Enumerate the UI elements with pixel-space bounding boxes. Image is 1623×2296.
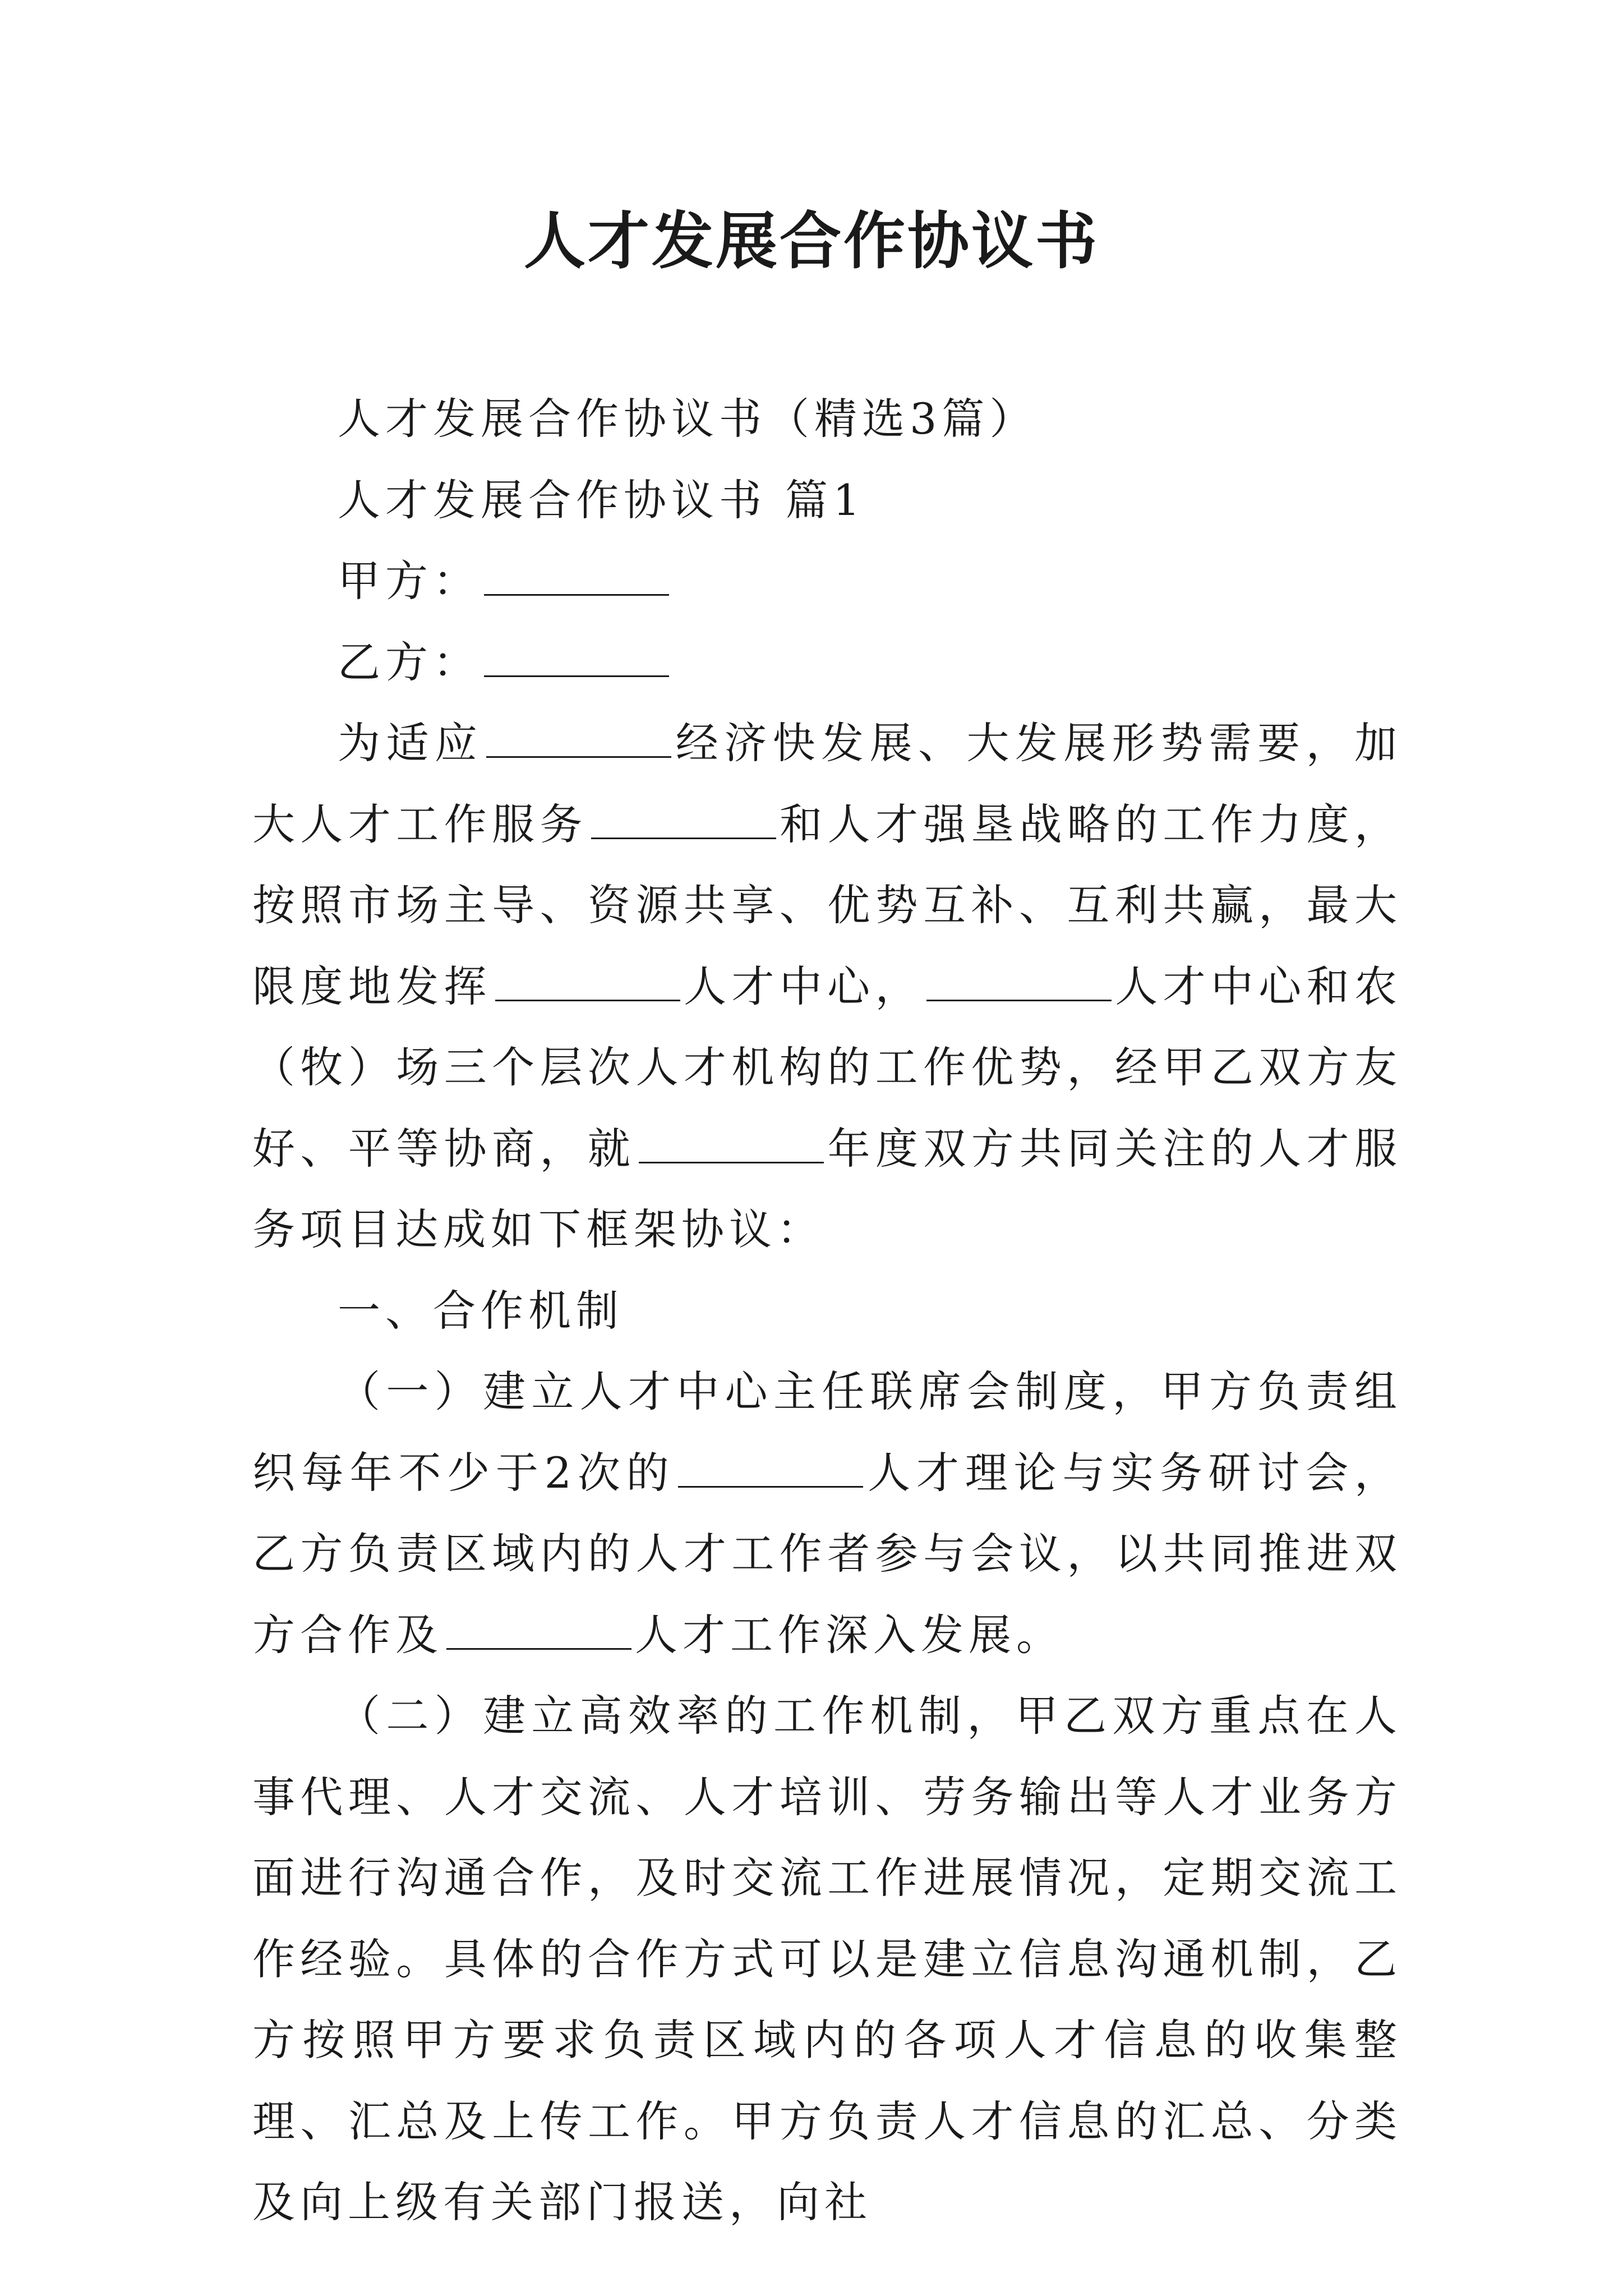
blank-line: [446, 1648, 631, 1650]
blank-line: [484, 675, 669, 677]
party-b-line: [252, 622, 1402, 703]
party-b-label: 乙方：: [338, 637, 481, 687]
text-segment: 人才工作深入发展。: [635, 1609, 1064, 1660]
blank-line: [484, 593, 669, 596]
text-segment: 为适应: [338, 718, 483, 768]
text-segment: 经济快发展、大发展形势需要，加大人才工作服务: [252, 718, 1403, 849]
document-body: [252, 379, 1402, 2243]
party-a-label: 甲方：: [338, 556, 481, 606]
subtitle: 人才发展合作协议书（精选3篇）: [338, 394, 1038, 444]
blank-line: [591, 837, 776, 839]
party-a-line: [252, 541, 1402, 622]
item-2-paragraph: （二）建立高效率的工作机制，甲乙双方重点在人事代理、人才交流、人才培训、劳务输出等人才业务方面进行沟通合作，及时交流工作进展情况，定期交流工作经验。具体的合作方式可以是建立信息沟通机制，乙方按照甲方要求负责区域内的各项人才信息的收集整理、汇总及上传工作。甲方负责人才信息的汇总、分类及向上级有关部门报送，向社: [252, 1691, 1402, 2227]
text-segment: 和人才强垦战略的工作力度，按照市场主导、资源共享、优势互补、互利共赢，最大限度地发挥: [252, 799, 1403, 1011]
blank-line: [639, 1161, 824, 1163]
item-1-paragraph: [252, 1351, 1402, 1676]
section-heading: 人才发展合作协议书 篇1: [338, 475, 865, 525]
text-segment: （一）建立人才中心主任联席会制度，甲方负责组织每年不少于2次的: [252, 1366, 1402, 1498]
heading-cooperation-mechanism: 一、合作机制: [338, 1285, 624, 1336]
blank-line: [486, 756, 671, 758]
blank-line: [926, 999, 1112, 1001]
text-segment: 人才中心，: [683, 961, 923, 1011]
document-title: 人才发展合作协议书: [524, 205, 1099, 277]
text-segment: 年度双方共同关注的人才服务项目达成如下框架协议：: [252, 1123, 1403, 1254]
text-segment: 人才理论与实务研讨会，乙方负责区域内的人才工作者参与会议，以共同推进双方合作及: [252, 1447, 1403, 1660]
intro-paragraph: [252, 703, 1402, 1271]
blank-line: [495, 999, 680, 1001]
text-segment: 人才中心和农（牧）场三个层次人才机构的工作优势，经甲乙双方友好、平等协商，就: [252, 961, 1403, 1174]
blank-line: [678, 1485, 863, 1488]
